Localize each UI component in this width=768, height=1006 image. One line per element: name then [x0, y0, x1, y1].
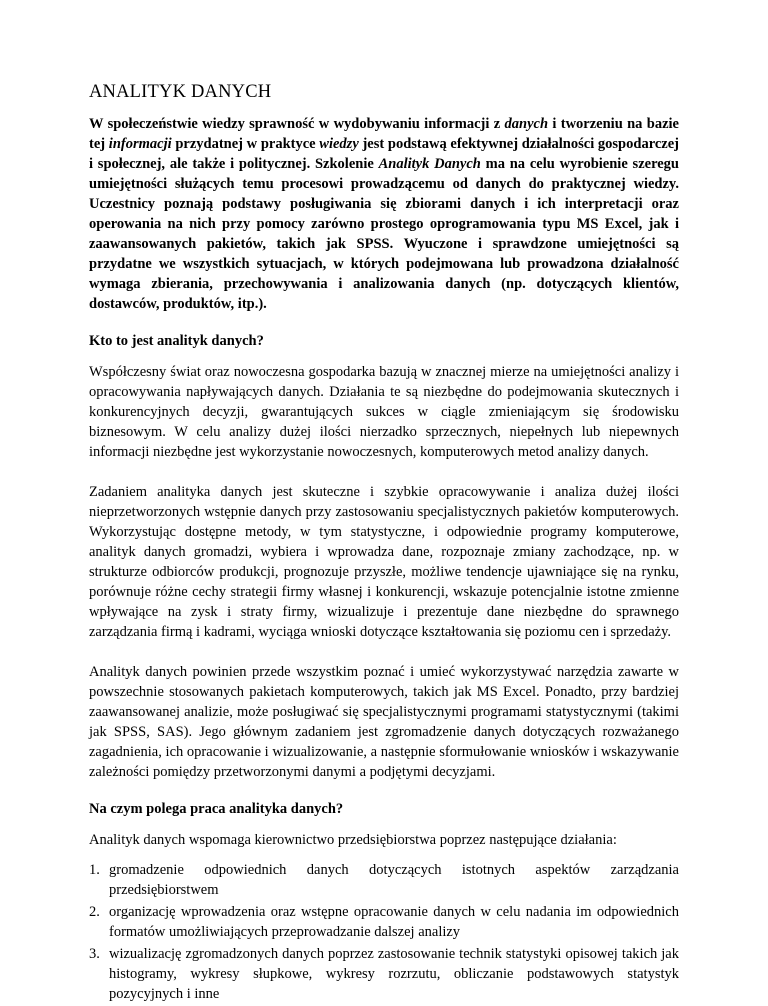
body-paragraph: Zadaniem analityka danych jest skuteczne i szybkie opracowywanie i analiza dużej ilości nieprzetworzonych wstępnie danych przy zastosowaniu specjalistycznych pakietów komputerowych. Wykorzystując dostępne metody, w tym statystyczne, i odpowiednie programy komputerowe, analityk danych gromadzi, wybiera i wprowadza dane, rozpoznaje zmiany zachodzące, np. w strukturze odbiorców produkcji, prognozuje przyszłe, możliwe tendencje ujawniające się na rynku, porównuje różne cechy strategii firmy własnej i konkurencji, wskazuje potencjalnie istotne zmienne wpływające na zysk i straty firmy, wizualizuje i prezentuje dane niezbędne do sprawnego zarządzania firmą i kadrami, wyciąga wnioski dotyczące kształtowania się poziomu cen i sprzedaży. — [89, 484, 679, 640]
intro-text: ma na celu wyrobienie szeregu umiejętności służących temu procesowi prowadzącemu od danych do praktycznej wiedzy. Uczestnicy poznają podstawy posługiwania się zbiorami danych i ich interpretacji oraz operowania na nich przy pomocy zarówno prostego oprogramowania typu MS Excel, jak i zaawansowanych pakietów, takich jak SPSS. Wyuczone i sprawdzone umiejętności są przydatne we wszystkich sytuacjach, w których podejmowana lub prowadzona działalność wymaga zbierania, przechowywania i analizowania danych (np. dotyczących klientów, dostawców, produktów, itp.). — [89, 156, 679, 312]
activities-list — [89, 860, 679, 1004]
document-title: ANALITYK DANYCH — [89, 82, 272, 102]
list-lead: Analityk danych wspomaga kierownictwo przedsiębiorstwa poprzez następujące działania: — [89, 832, 617, 848]
list-item — [89, 902, 679, 942]
list-number: 1. — [89, 862, 100, 878]
section-heading: Na czym polega praca analityka danych? — [89, 801, 344, 817]
list-item — [89, 860, 679, 900]
intro-emphasis: Analityk Danych — [378, 156, 481, 172]
body-paragraph: Analityk danych powinien przede wszystkim poznać i umieć wykorzystywać narzędzia zawarte w powszechnie stosowanych pakietach komputerowych, takich jak MS Excel. Ponadto, przy bardziej zaawansowanej analizie, może posługiwać się specjalistycznymi programami statystycznymi (takimi jak SPSS, SAS). Jego głównym zadaniem jest zgromadzenie danych dotyczących rozważanego zagadnienia, ich opracowanie i wizualizowanie, a następnie sformułowanie wniosków i wskazywanie zależności pomiędzy przetworzonymi danymi a podjętymi decyzjami. — [89, 664, 679, 780]
intro-emphasis: informacji — [108, 136, 172, 152]
intro-emphasis: wiedzy — [319, 136, 359, 152]
intro-text: przydatnej w praktyce — [171, 136, 320, 152]
list-number: 2. — [89, 904, 100, 920]
intro-emphasis: danych — [504, 116, 549, 132]
list-item-text: gromadzenie odpowiednich danych dotyczących istotnych aspektów zarządzania przedsiębiorstwem — [109, 862, 679, 898]
section-heading: Kto to jest analityk danych? — [89, 333, 264, 349]
intro-text: jest podstawą efektywnej działalności gospodarczej i społecznej, ale także i politycznej. Szkolenie — [89, 136, 679, 172]
list-item-text: wizualizację zgromadzonych danych poprzez zastosowanie technik statystyki opisowej takich jak histogramy, wykresy słupkowe, wykresy rozrzutu, obliczanie podstawowych statystyk pozycyjnych i inne — [109, 946, 679, 1002]
intro-paragraph — [89, 114, 679, 314]
intro-text: W społeczeństwie wiedzy sprawność w wydobywaniu informacji z — [89, 116, 505, 132]
document-page — [89, 80, 679, 1006]
list-number: 3. — [89, 946, 100, 962]
list-item — [89, 944, 679, 1004]
intro-text: i tworzeniu na bazie tej — [89, 116, 679, 152]
list-item-text: organizację wprowadzenia oraz wstępne opracowanie danych w celu nadania im odpowiednich formatów umożliwiających przeprowadzanie dalszej analizy — [109, 904, 679, 940]
body-paragraph: Współczesny świat oraz nowoczesna gospodarka bazują w znacznej mierze na umiejętności analizy i opracowywania napływających danych. Działania te są niezbędne do podejmowania skutecznych i konkurencyjnych decyzji, gwarantujących sukces w ciągle zmieniającym się środowisku biznesowym. W celu analizy dużej ilości nierzadko sprzecznych, niepełnych lub niepewnych informacji niezbędne jest wykorzystanie nowoczesnych, komputerowych metod analizy danych. — [89, 364, 679, 460]
